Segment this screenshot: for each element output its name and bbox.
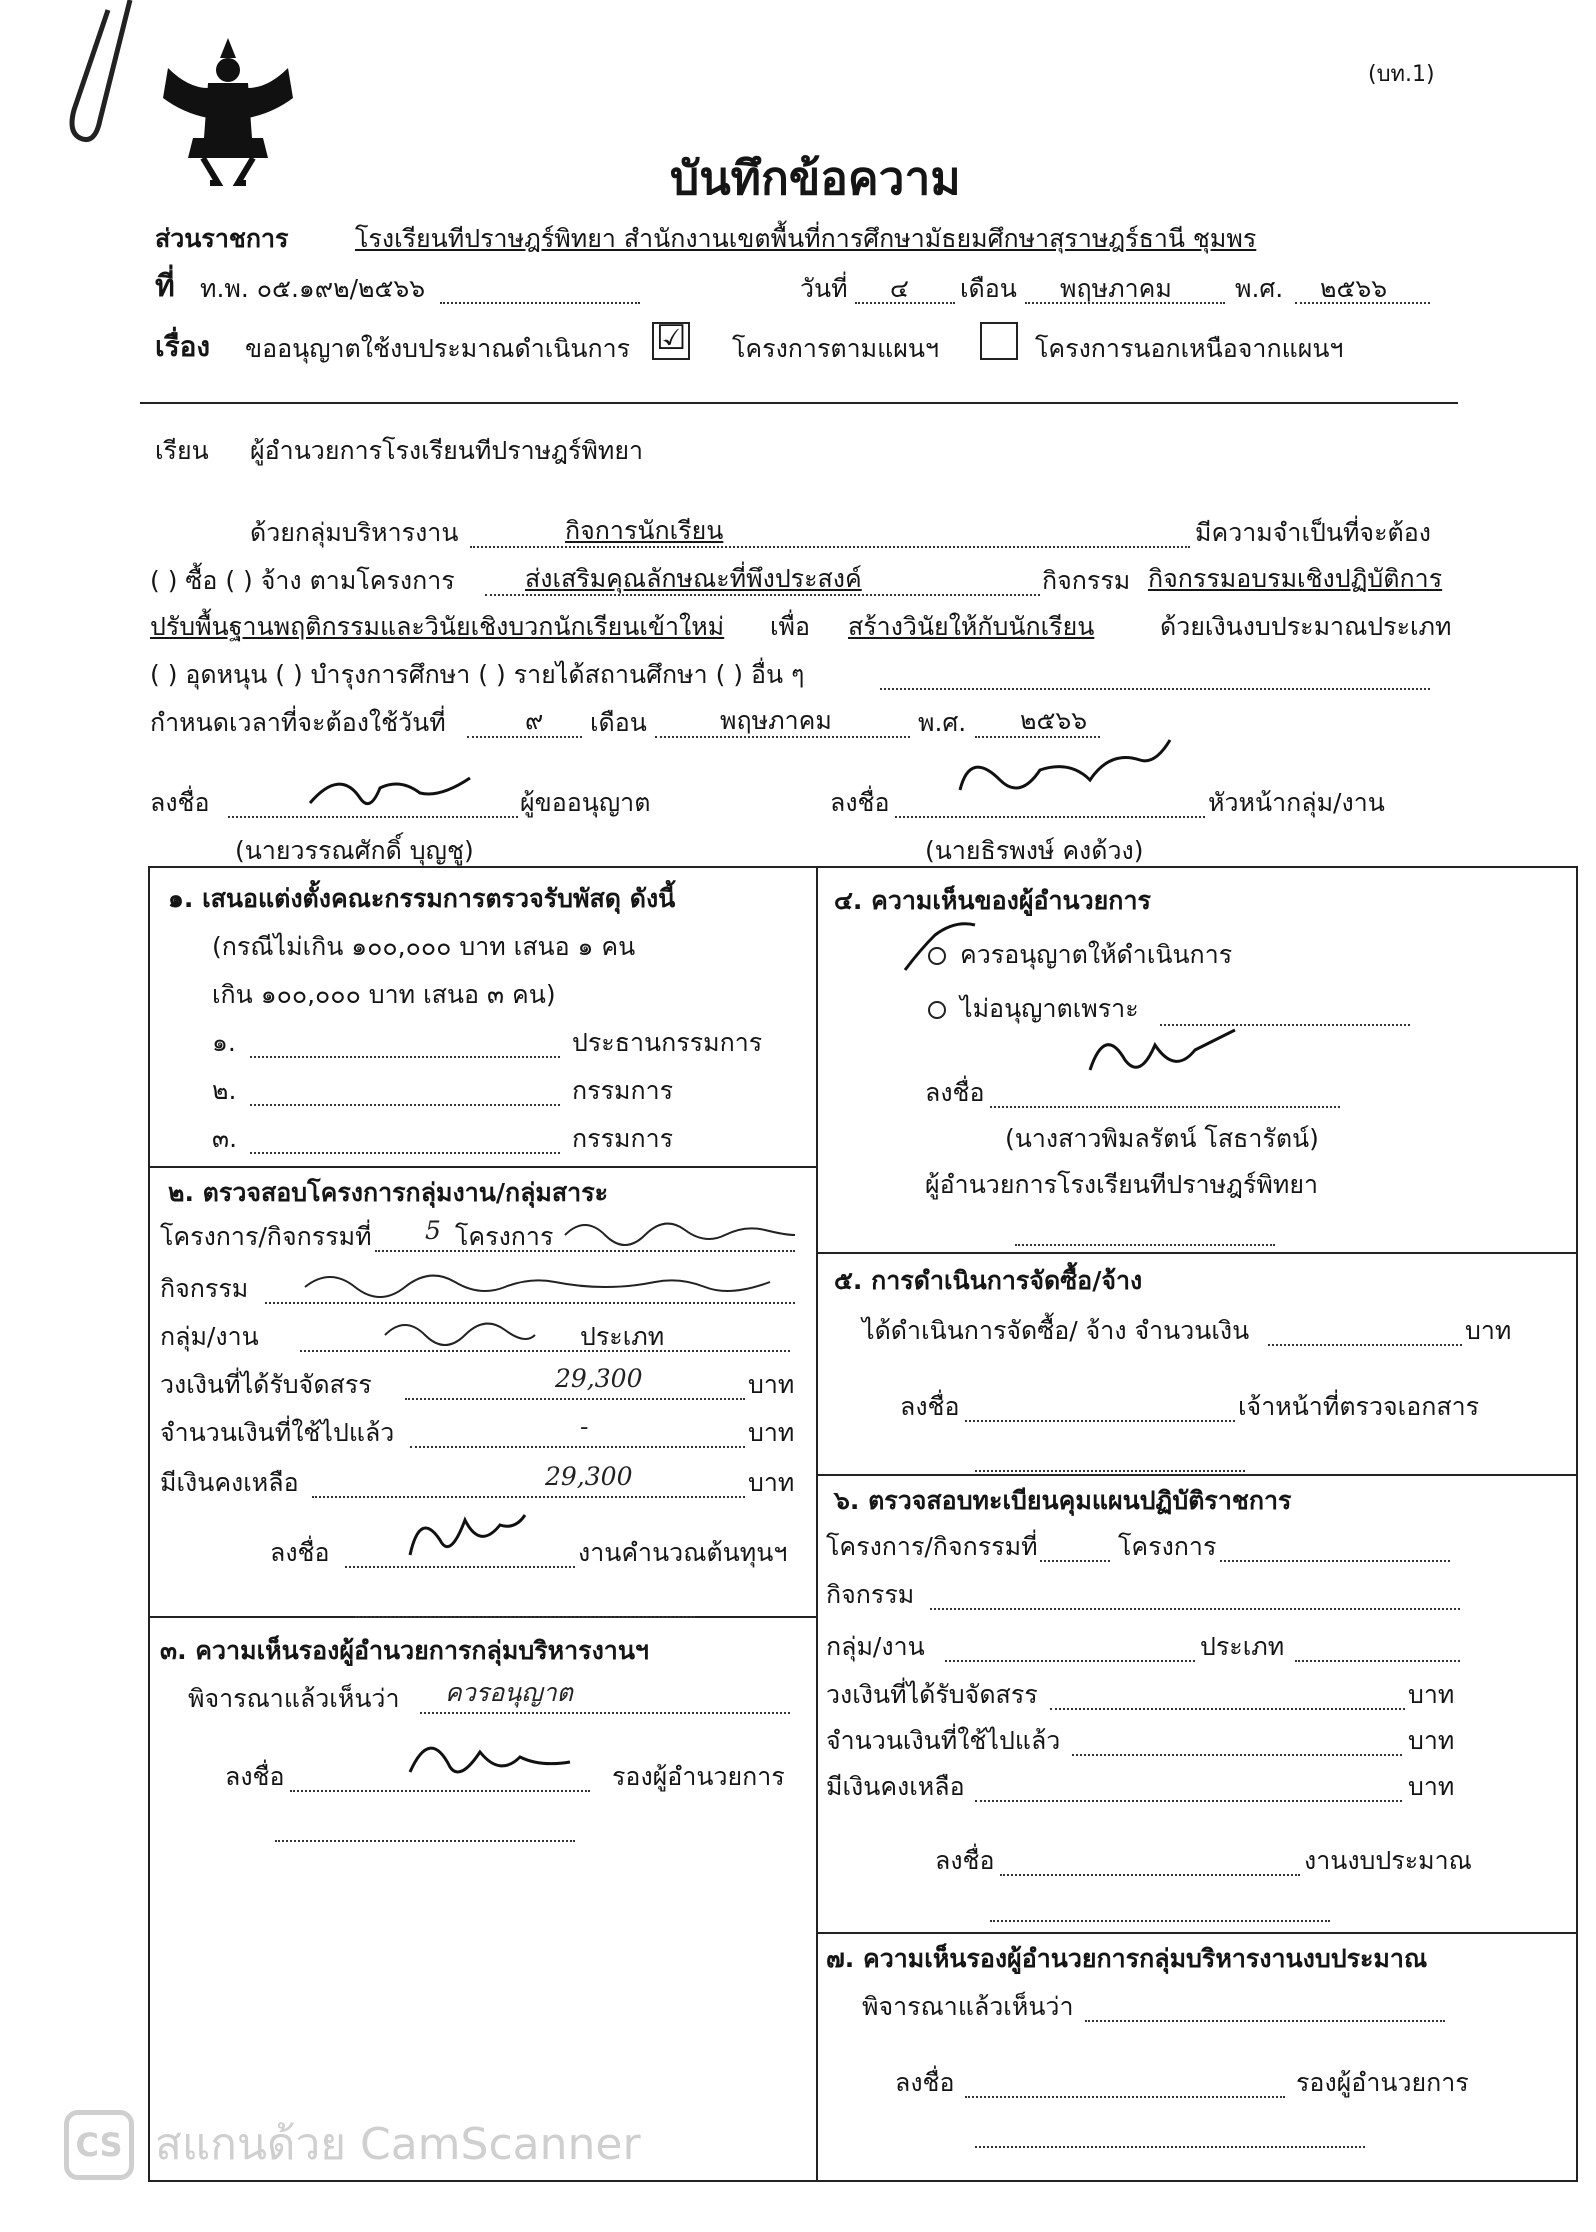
deny-radio-icon [928,1001,946,1019]
sec1-sec2-divider [148,1166,816,1168]
sec6-title: ๖. ตรวจสอบทะเบียนคุมแผนปฏิบัติราชการ [834,1486,1292,1515]
head-name: (นายธิรพงษ์ คงด้วง) [925,836,1144,865]
date-label: วันที่ [800,274,848,303]
sec6-remain-baht: บาท [1408,1772,1455,1801]
sec2-budget-baht: บาท [748,1370,795,1399]
sec6-activity-label: กิจกรรม [826,1580,915,1609]
sec4-director-name: (นางสาวพิมลรัตน์ โสธารัตน์) [1005,1124,1319,1153]
body-use-year: ๒๕๖๖ [1020,706,1088,735]
sec6-group-label: กลุ่ม/งาน [826,1632,925,1661]
sec6-budget-dots [1050,1684,1405,1710]
sections-center-divider [816,866,818,2182]
sec6-budget-baht: บาท [1408,1680,1455,1709]
sec2-activity-label: กิจกรรม [160,1274,249,1303]
sec4-sign-date-dots [1015,1220,1275,1246]
sec7-title: ๗. ความเห็นรองผู้อำนวยการกลุ่มบริหารงานงบประมาณ [826,1944,1428,1973]
body-fund-types: ( ) อุดหนุน ( ) บำรุงการศึกษา ( ) รายได้สถานศึกษา ( ) อื่น ๆ [150,660,805,689]
date-month: พฤษภาคม [1060,274,1172,303]
sec6-sign-date-dots [990,1896,1330,1922]
body-project: ส่งเสริมคุณลักษณะที่พึงประสงค์ [525,564,862,593]
body-activity-cont: ปรับพื้นฐานพฤติกรรมและวินัยเชิงบวกนักเรียนเข้าใหม่ [150,612,725,641]
sec2-sign-label: ลงชื่อ [270,1538,330,1567]
year-label: พ.ศ. [1235,274,1284,303]
body-line1-suffix: มีความจำเป็นที่จะต้อง [1195,518,1431,547]
sec6-sign-role: งานงบประมาณ [1304,1846,1472,1875]
requester-signature [300,758,480,818]
sec1-member1-dots [250,1032,560,1058]
sec6-project-word: โครงการ [1118,1532,1217,1561]
in-plan-label: โครงการตามแผนฯ [732,334,940,363]
body-line2-prefix: ( ) ซื้อ ( ) จ้าง ตามโครงการ [150,566,455,595]
subject-label: เรื่อง [155,330,211,363]
sec7-sign-date-dots [975,2122,1365,2148]
body-use-month: พฤษภาคม [720,706,832,735]
camscanner-watermark: สแกนด้วย CamScanner [155,2119,641,2170]
sec5-amount-dots [1268,1320,1462,1346]
sec6-sec7-divider [816,1932,1578,1934]
sec5-title: ๕. การดำเนินการจัดซื้อ/จ้าง [834,1266,1143,1295]
sec6-used-dots [1072,1730,1402,1756]
sec3-sign-date-dots [275,1816,575,1842]
sections-frame [148,866,1578,2182]
sec2-group-handwriting [380,1310,540,1350]
sec4-sign-label: ลงชื่อ [925,1078,985,1107]
sec2-budget-value: 29,300 [555,1364,643,1393]
sec3-title: ๓. ความเห็นรองผู้อำนวยการกลุ่มบริหารงานฯ [160,1636,649,1665]
sec2-budget-label: วงเงินที่ได้รับจัดสรร [160,1370,372,1399]
sec3-sign-role: รองผู้อำนวยการ [612,1762,785,1791]
body-activity-label: กิจกรรม [1042,566,1131,595]
sec6-project-name-dots [1220,1536,1450,1562]
sec2-group-label: กลุ่ม/งาน [160,1322,259,1351]
sec6-sign-dots [1000,1850,1300,1876]
head-sign-label: ลงชื่อ [830,788,890,817]
body-line1-prefix: ด้วยกลุ่มบริหารงาน [250,518,459,547]
sec3-sign-label: ลงชื่อ [225,1762,285,1791]
sec6-group-dots [945,1636,1195,1662]
out-plan-checkbox[interactable] [980,322,1018,360]
sec6-remain-label: มีเงินคงเหลือ [826,1772,965,1801]
sec2-group-dots [300,1326,790,1352]
sec2-project-word: โครงการ [455,1222,554,1251]
sec1-member3-no: ๓. [212,1124,238,1153]
sec4-title: ๔. ความเห็นของผู้อำนวยการ [834,886,1151,915]
checkmark-icon: ☑ [656,318,687,358]
sec7-consider-label: พิจารณาแล้วเห็นว่า [862,1992,1074,2021]
body-use-day: ๙ [525,706,544,735]
sec1-title: ๑. เสนอแต่งตั้งคณะกรรมการตรวจรับพัสดุ ดังนี้ [168,884,676,913]
body-use-month-label: เดือน [590,708,647,737]
sec5-sign-label: ลงชื่อ [900,1392,960,1421]
sec2-remain-label: มีเงินคงเหลือ [160,1468,299,1497]
sec6-type-label: ประเภท [1200,1632,1285,1661]
to-label: เรียน [155,436,209,465]
head-role: หัวหน้ากลุ่ม/งาน [1208,788,1385,817]
body-group: กิจการนักเรียน [565,516,724,545]
sec2-sign-date-dots [355,1592,695,1618]
document-title: บันทึกข้อความ [670,151,961,205]
sec2-signature [390,1500,530,1570]
ref-dots [440,278,640,304]
sec5-amount-label: ได้ดำเนินการจัดซื้อ/ จ้าง จำนวนเงิน [862,1316,1250,1345]
sec2-used-label: จำนวนเงินที่ใช้ไปแล้ว [160,1418,395,1447]
body-purpose-label: เพื่อ [770,612,811,641]
sec6-used-label: จำนวนเงินที่ใช้ไปแล้ว [826,1726,1061,1755]
sec5-sec6-divider [816,1474,1578,1476]
sec2-project-label: โครงการ/กิจกรรมที่ [160,1222,372,1251]
sec6-project-dots [1040,1536,1110,1562]
sec6-project-label: โครงการ/กิจกรรมที่ [826,1532,1038,1561]
out-plan-label: โครงการนอกเหนือจากแผนฯ [1035,334,1344,363]
sec5-sign-date-dots [975,1446,1245,1472]
sec2-remain-baht: บาท [748,1468,795,1497]
sec1-member3-role: กรรมการ [572,1124,674,1153]
sec6-budget-label: วงเงินที่ได้รับจัดสรร [826,1680,1038,1709]
sec7-consider-dots [1085,1996,1445,2022]
sec3-consider-label: พิจารณาแล้วเห็นว่า [188,1684,400,1713]
form-code: (บท.1) [1368,62,1435,87]
sec5-sign-dots [965,1396,1235,1422]
body-use-year-label: พ.ศ. [918,708,967,737]
body-purpose: สร้างวินัยให้กับนักเรียน [848,612,1095,641]
in-plan-checkbox[interactable] [652,318,690,360]
sec6-activity-dots [930,1584,1460,1610]
date-day: ๔ [890,274,909,303]
sec2-used-dots [410,1422,745,1448]
sec1-member1-no: ๑. [212,1028,236,1057]
sec2-used-baht: บาท [748,1418,795,1447]
sec2-title: ๒. ตรวจสอบโครงการกลุ่มงาน/กลุ่มสาระ [168,1178,609,1207]
requester-role: ผู้ขออนุญาต [520,788,651,817]
sec4-sign-dots [990,1082,1340,1108]
sec3-signature [400,1722,580,1792]
body-line3-suffix: ด้วยเงินงบประมาณประเภท [1160,612,1452,641]
sec5-sign-role: เจ้าหน้าที่ตรวจเอกสาร [1238,1392,1480,1421]
head-signature [940,730,1180,810]
sec3-consider-value: ควรอนุญาต [445,1678,573,1707]
garuda-emblem-icon [148,28,308,188]
body-activity: กิจกรรมอบรมเชิงปฏิบัติการ [1148,564,1443,593]
sec2-remain-value: 29,300 [545,1462,633,1491]
sec4-director-position: ผู้อำนวยการโรงเรียนทีปราษฎร์พิทยา [925,1170,1319,1199]
sec2-remain-dots [312,1472,745,1498]
sec1-note2: เกิน ๑๐๐,๐๐๐ บาท เสนอ ๓ คน) [212,980,556,1009]
sec1-note1: (กรณีไม่เกิน ๑๐๐,๐๐๐ บาท เสนอ ๑ คน [212,932,636,961]
approve-checkmark [900,920,980,980]
requester-name: (นายวรรณศักดิ์ บุญชู) [235,836,474,865]
sec5-baht: บาท [1465,1316,1512,1345]
sec2-type-label: ประเภท [580,1322,665,1351]
sec1-member2-role: กรรมการ [572,1076,674,1105]
requester-sign-label: ลงชื่อ [150,788,210,817]
sec1-member1-role: ประธานกรรมการ [572,1028,763,1057]
sec1-member2-dots [250,1080,560,1106]
paper-clip-icon [60,0,140,160]
sec1-member3-dots [250,1128,560,1154]
sec4-option-deny-label: ไม่อนุญาตเพราะ [960,994,1139,1023]
sec2-sign-role: งานคำนวณต้นทุนฯ [578,1538,788,1567]
sec6-type-dots [1295,1636,1460,1662]
sec1-member2-no: ๒. [212,1076,237,1105]
sec4-sec5-divider [816,1252,1578,1254]
ref-label: ที่ [155,269,175,304]
sec6-used-baht: บาท [1408,1726,1455,1755]
sec7-sign-dots [965,2072,1285,2098]
camscanner-badge [64,2110,134,2180]
sec2-project-no: 5 [425,1216,441,1245]
sec6-sign-label: ลงชื่อ [935,1846,995,1875]
sec7-sign-label: ลงชื่อ [895,2068,955,2097]
director-signature [1080,1020,1240,1090]
to-value: ผู้อำนวยการโรงเรียนทีปราษฎร์พิทยา [250,436,644,465]
sec7-sign-role: รองผู้อำนวยการ [1296,2068,1469,2097]
sec2-activity-handwriting [300,1262,780,1302]
agency-label: ส่วนราชการ [155,224,289,253]
agency-value: โรงเรียนทีปราษฎร์พิทยา สำนักงานเขตพื้นที่การศึกษามัธยมศึกษาสุราษฎร์ธานี ชุมพร [355,224,1257,253]
sec4-option-approve-label: ควรอนุญาตให้ดำเนินการ [960,940,1233,969]
sec6-remain-dots [975,1776,1402,1802]
camscanner-badge-text: CS [75,2126,123,2164]
sec2-project-handwriting [560,1210,800,1250]
header-divider [140,402,1458,404]
date-year: ๒๕๖๖ [1320,274,1388,303]
body-line4-dots [880,664,1430,690]
month-label: เดือน [960,274,1017,303]
body-line5-prefix: กำหนดเวลาที่จะต้องใช้วันที่ [150,708,446,737]
subject-value: ขออนุญาตใช้งบประมาณดำเนินการ [245,334,631,363]
sec2-used-value: - [580,1412,589,1441]
ref-value: ท.พ. ๐๕.๑๙๒/๒๕๖๖ [200,274,426,303]
